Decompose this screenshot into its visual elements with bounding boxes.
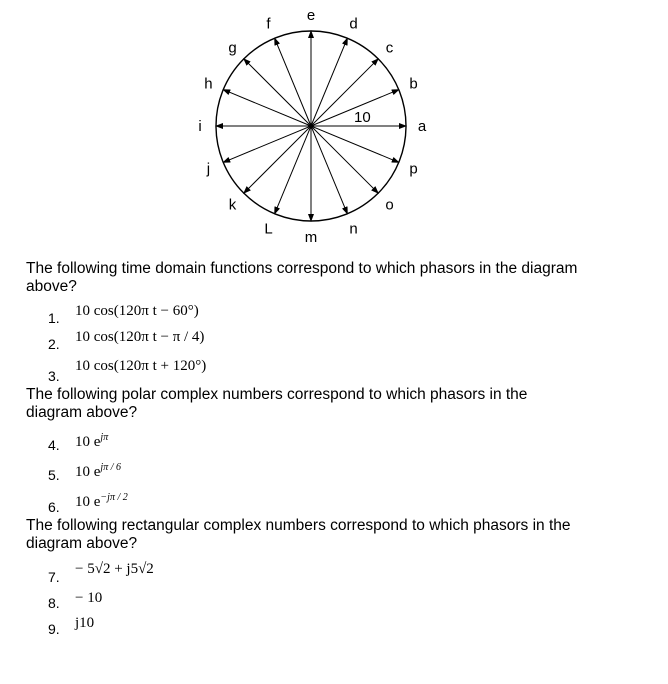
question-7-expression: − 5√2 + j5√2: [75, 561, 154, 577]
question-7-number: 7.: [48, 569, 60, 585]
phasor-arrow-o: [311, 126, 378, 193]
question-1-expression: 10 cos(120π t − 60°): [75, 303, 199, 319]
question-1-number: 1.: [48, 310, 60, 326]
question-5-number: 5.: [48, 467, 60, 483]
section-3-heading: The following rectangular complex numbers correspond to which phasors in the diagram above?: [26, 517, 571, 552]
question-4-number: 4.: [48, 437, 60, 453]
phasor-label-g: g: [228, 39, 237, 57]
question-2-number: 2.: [48, 336, 60, 352]
phasor-arrow-g: [244, 59, 311, 126]
phasor-label-b: b: [409, 75, 418, 93]
question-9-number: 9.: [48, 621, 60, 637]
phasor-diagram: [0, 0, 668, 260]
phasor-label-a: a: [417, 118, 427, 135]
phasor-label-e: e: [306, 7, 316, 24]
phasor-label-k: k: [228, 196, 237, 214]
question-9-expression: j10: [75, 615, 95, 631]
phasor-label-i: i: [198, 118, 202, 135]
phasor-label-d: d: [349, 15, 358, 33]
phasor-label-o: o: [385, 196, 394, 214]
question-8-number: 8.: [48, 595, 60, 611]
question-4-expression: 10 $e^{j\pi}$: [75, 432, 109, 450]
phasor-label-l: L: [264, 220, 273, 238]
phasor-label-n: n: [349, 220, 358, 238]
phasor-label-f: f: [266, 15, 271, 33]
question-3-number: 3.: [48, 368, 60, 384]
phasor-label-j: j: [206, 160, 211, 178]
section-2-heading: The following polar complex numbers correspond to which phasors in the diagram above?: [26, 386, 528, 421]
phasor-label-c: c: [385, 39, 394, 57]
section-1-heading: The following time domain functions correspond to which phasors in the diagram above?: [26, 260, 578, 295]
question-3-expression: 10 cos(120π t + 120°): [75, 358, 207, 374]
question-6-expression: 10 $e^{-j\pi / 2}$: [75, 492, 128, 510]
phasor-label-p: p: [409, 160, 418, 178]
question-5-expression: 10 $e^{j\pi / 6}$: [75, 462, 121, 480]
phasor-label-m: m: [304, 229, 318, 246]
phasor-lines: [216, 31, 406, 221]
phasor-arrow-k: [244, 126, 311, 193]
question-8-expression: − 10: [75, 590, 103, 606]
phasor-label-h: h: [204, 75, 213, 93]
magnitude-label: 10: [354, 109, 371, 126]
question-2-expression: 10 cos(120π t − π / 4): [75, 329, 205, 345]
question-6-number: 6.: [48, 499, 60, 515]
